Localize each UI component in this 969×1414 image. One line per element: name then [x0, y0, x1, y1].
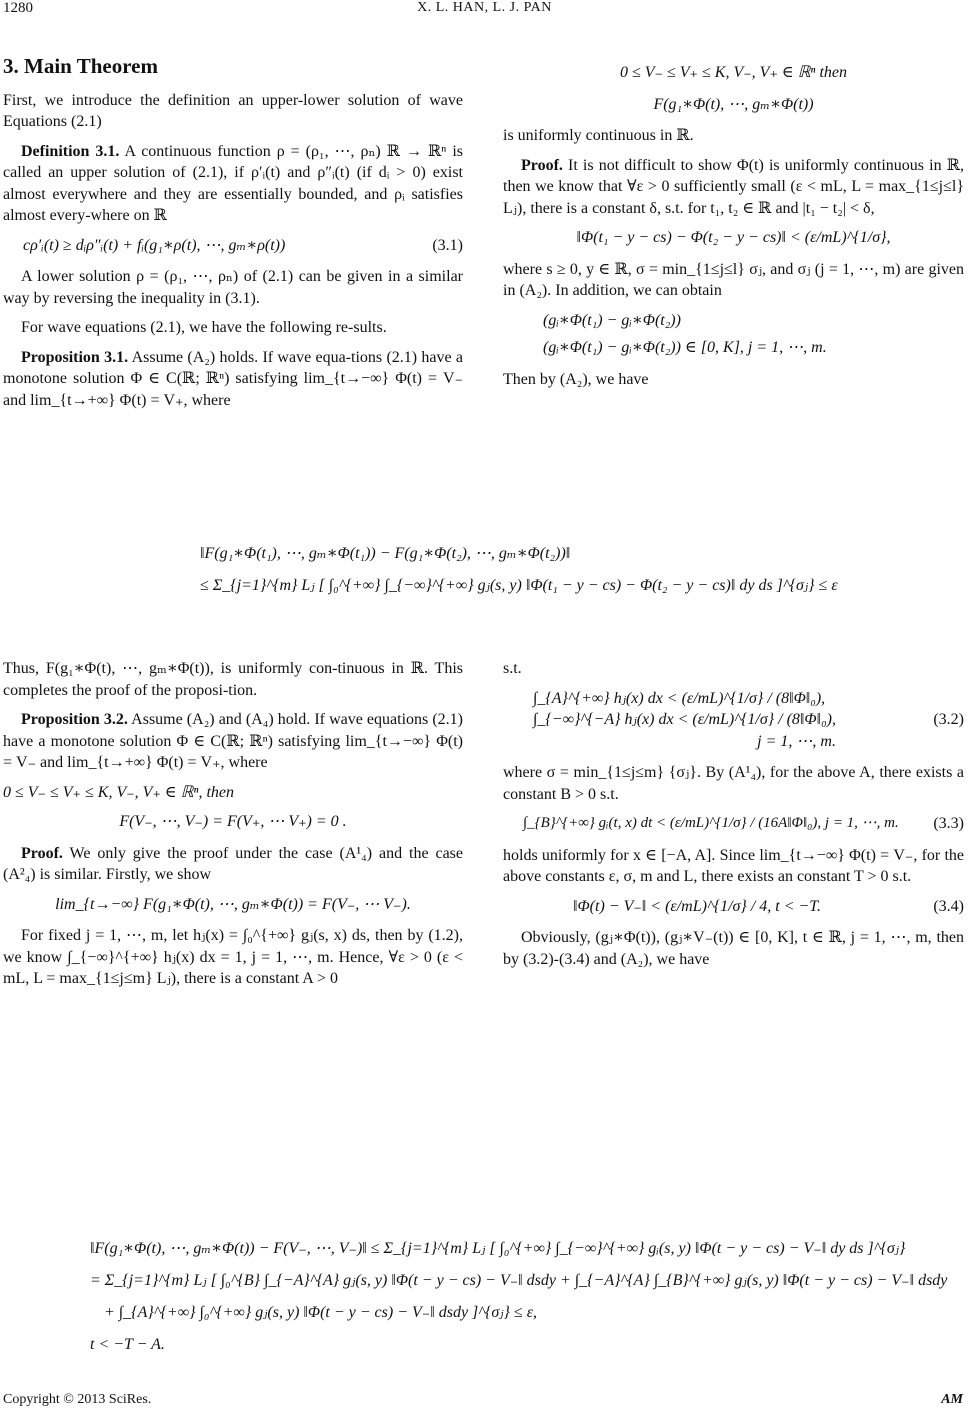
proposition-3-1-condition: 0 ≤ V₋ ≤ V₊ ≤ K, V₋, V₊ ∈ ℝⁿ then: [620, 64, 847, 81]
left-column-top: [3, 50, 463, 419]
right-column-middle: [503, 658, 964, 978]
proposition-3-1-text: Assume (A₂) holds. If wave equa-tions (2.1) have a monotone solution Φ ∈ C(ℝ; ℝⁿ) satisfying lim_{t→−∞} Φ(t) = V₋ and lim_{t→+∞} Φ(t) = V₊, where: [3, 348, 464, 409]
definition-text-2: ℝ → ℝⁿ is called an upper solution of (2.1), if ρ′ᵢ(t) and ρ″ᵢ(t) (if dᵢ > 0) exist almost everywhere and they are essentially bounded, and ρᵢ satisfies almost every-where on ℝ: [3, 142, 464, 224]
proof-paragraph-1: [503, 155, 964, 220]
page-header: [0, 0, 969, 24]
equation-3-2-line-b: ∫_{−∞}^{−A} hⱼ(x) dx < (ε/mL)^{1/σ} / (8‖Φ‖₀),: [533, 711, 836, 728]
equation-3-1-number: (3.1): [432, 236, 463, 254]
obviously-paragraph: Obviously, (gⱼ∗Φ(t)), (gⱼ∗V₋(t)) ∈ [0, K], t ∈ ℝ, j = 1, ⋯, m, then by (3.2)-(3.4) and (A₂), we have: [503, 929, 964, 968]
proof-label-1: Proof.: [521, 156, 563, 174]
equation-3-1-body: cρ′ᵢ(t) ≥ dᵢρ″ᵢ(t) + fᵢ(g₁∗ρ(t), ⋯, gₘ∗ρ(t)): [23, 236, 286, 254]
then-text: Then by (A₂), we have: [503, 370, 649, 388]
definition-paragraph: [3, 141, 463, 227]
equation-3-3-number: (3.3): [933, 815, 964, 832]
equation-3-2-index: j = 1, ⋯, m.: [757, 732, 836, 750]
wide-equation-2: [90, 1233, 960, 1361]
page-number: 1280: [3, 0, 33, 16]
uniform-continuity-text: is uniformly continuous in ℝ.: [503, 127, 694, 144]
proof-paragraph-2: [3, 843, 463, 886]
wide-equation-2-line-2: = Σ_{j=1}^{m} Lⱼ [ ∫₀^{B} ∫_{−A}^{A} gⱼ(s, y) ‖Φ(t − y − cs) − V₋‖ dsdy + ∫_{−A}^{A} ∫_{B}^{+∞} gⱼ(s, y) ‖Φ(t − y − cs) − V₋‖ dsdy: [90, 1272, 948, 1289]
proposition-3-1: [3, 347, 463, 412]
equation-3-4-number: (3.4): [933, 897, 964, 915]
left-column-middle: [3, 658, 463, 998]
intro-paragraph: First, we introduce the definition an upper-lower solution of wave Equations (2.1): [3, 91, 463, 130]
wide-equation-2-line-3: + ∫_{A}^{+∞} ∫₀^{+∞} gⱼ(s, y) ‖Φ(t − y − cs) − V₋‖ dsdy ]^{σⱼ} ≤ ε,: [104, 1304, 538, 1321]
wide-equation-1-line-1: ‖F(g₁∗Φ(t₁), ⋯, gₘ∗Φ(t₁)) − F(g₁∗Φ(t₂), ⋯, gₘ∗Φ(t₂))‖: [200, 545, 571, 562]
obtain-line-1: (gᵢ∗Φ(t₁) − gᵢ∗Φ(t₂)): [543, 311, 681, 329]
proof-text-1: It is not difficult to show Φ(t) is uniformly continuous in ℝ, then we know that ∀ε > 0 sufficiently small (ε < mL, L = max_{1≤j≤l} Lⱼ), there is a constant δ, s.t. for t₁, t₂ ∈ ℝ and |t₁ − t₂| < δ,: [503, 156, 964, 217]
proposition-3-2-text: Assume (A₂) and (A₄) hold. If wave equations (2.1) have a monotone solution Φ ∈ C(ℝ; ℝⁿ) satisfying lim_{t→−∞} Φ(t) = V₋ and lim_{t→+∞} Φ(t) = V₊, where: [3, 711, 464, 771]
equation-3-2-body: [503, 688, 836, 753]
proof-label-2: Proof.: [21, 844, 63, 862]
such-that-label: s.t.: [503, 660, 522, 677]
journal-abbreviation: AM: [941, 1392, 963, 1407]
equation-3-2-number: (3.2): [933, 711, 964, 728]
copyright-text: Copyright © 2013 SciRes.: [3, 1392, 152, 1407]
equation-3-4-body: ‖Φ(t) − V₋‖ < (ε/mL)^{1/σ} / 4, t < −T.: [573, 897, 822, 915]
lipschitz-inequality: ‖Φ(t₁ − y − cs) − Φ(t₂ − y − cs)‖ < (ε/mL)^{1/σ},: [576, 229, 891, 246]
where-paragraph-1: where s ≥ 0, y ∈ ℝ, σ = min_{1≤j≤l} σⱼ, and σⱼ (j = 1, ⋯, m) are given in (A₂). In addition, we can obtain: [503, 260, 964, 299]
proof-text-2: We only give the proof under the case (A¹₄) and the case (A²₄) is similar. Firstly, we show: [3, 844, 463, 883]
where-paragraph-2: where σ = min_{1≤j≤m} {σⱼ}. By (A¹₄), for the above A, there exists a constant B > 0 s.t.: [503, 764, 964, 803]
wide-equation-2-line-4: t < −T − A.: [90, 1336, 165, 1353]
limit-equation: lim_{t→−∞} F(g₁∗Φ(t), ⋯, gₘ∗Φ(t)) = F(V₋, ⋯ V₋).: [55, 895, 411, 913]
proposition-3-2-label: Proposition 3.2.: [21, 711, 128, 728]
equation-3-3-body: ∫_{B}^{+∞} gᵢ(t, x) dt < (ε/mL)^{1/σ} / (16A‖Φ‖₀), j = 1, ⋯, m.: [523, 815, 899, 831]
running-head: X. L. HAN, L. J. PAN: [417, 0, 552, 15]
definition-label: Definition 3.1.: [21, 142, 120, 160]
equation-3-4: [503, 896, 964, 918]
fixed-j-paragraph: For fixed j = 1, ⋯, m, let hⱼ(x) = ∫₀^{+∞} gⱼ(s, x) ds, then by (1.2), we know ∫_{−∞}^{+∞} hⱼ(x) dx = 1, j = 1, ⋯, m. Hence, ∀ε > 0 (ε < mL, L = max_{1≤j≤m} Lⱼ), there is a constant A > 0: [3, 927, 463, 987]
lower-solution-paragraph: A lower solution ρ = (ρ₁, ⋯, ρₙ) of (2.1) can be given in a similar way by reversing the inequality in (3.1).: [3, 268, 463, 307]
equation-3-2: [503, 688, 964, 753]
proposition-3-2-equation: F(V₋, ⋯, V₋) = F(V₊, ⋯ V₊) = 0 .: [119, 813, 347, 830]
definition-text-1: A continuous function ρ = (ρ₁, ⋯, ρₙ): [124, 142, 381, 160]
function-expression: F(g₁∗Φ(t), ⋯, gₘ∗Φ(t)): [653, 95, 814, 113]
proposition-3-2-condition: 0 ≤ V₋ ≤ V₊ ≤ K, V₋, V₊ ∈ ℝⁿ, then: [3, 783, 234, 801]
obtain-line-2: (gᵢ∗Φ(t₁) − gᵢ∗Φ(t₂)) ∈ [0, K], j = 1, ⋯, m.: [543, 339, 827, 356]
wide-equation-1: [200, 538, 960, 602]
right-column-top: [503, 56, 964, 398]
proposition-3-2: [3, 709, 463, 774]
equation-3-3: [503, 813, 964, 835]
holds-paragraph: holds uniformly for x ∈ [−A, A]. Since lim_{t→−∞} Φ(t) = V₋, for the above constants ε, σ, m and L, there exists an constant T > 0 s.t.: [503, 846, 964, 885]
equation-3-2-line-a: ∫_{A}^{+∞} hⱼ(x) dx < (ε/mL)^{1/σ} / (8‖Φ‖₀),: [533, 689, 826, 707]
section-heading: 3. Main Theorem: [3, 54, 158, 78]
proposition-3-1-label: Proposition 3.1.: [21, 348, 129, 366]
wide-equation-2-line-1: ‖F(g₁∗Φ(t), ⋯, gₘ∗Φ(t)) − F(V₋, ⋯, V₋)‖ ≤ Σ_{j=1}^{m} Lⱼ [ ∫₀^{+∞} ∫_{−∞}^{+∞} gᵢ(s, y) ‖Φ(t − y − cs) − V₋‖ dy ds ]^{σⱼ}: [90, 1240, 906, 1257]
thus-paragraph: Thus, F(g₁∗Φ(t), ⋯, gₘ∗Φ(t)), is uniformly con-tinuous in ℝ. This completes the proof of the proposi-tion.: [3, 660, 463, 699]
wave-results-paragraph: For wave equations (2.1), we have the following re-sults.: [21, 319, 387, 336]
wide-equation-1-line-2: ≤ Σ_{j=1}^{m} Lⱼ [ ∫₀^{+∞} ∫_{−∞}^{+∞} gⱼ(s, y) ‖Φ(t₁ − y − cs) − Φ(t₂ − y − cs)‖ dy ds ]^{σⱼ} ≤ ε: [200, 577, 838, 594]
equation-3-1: [3, 235, 463, 257]
